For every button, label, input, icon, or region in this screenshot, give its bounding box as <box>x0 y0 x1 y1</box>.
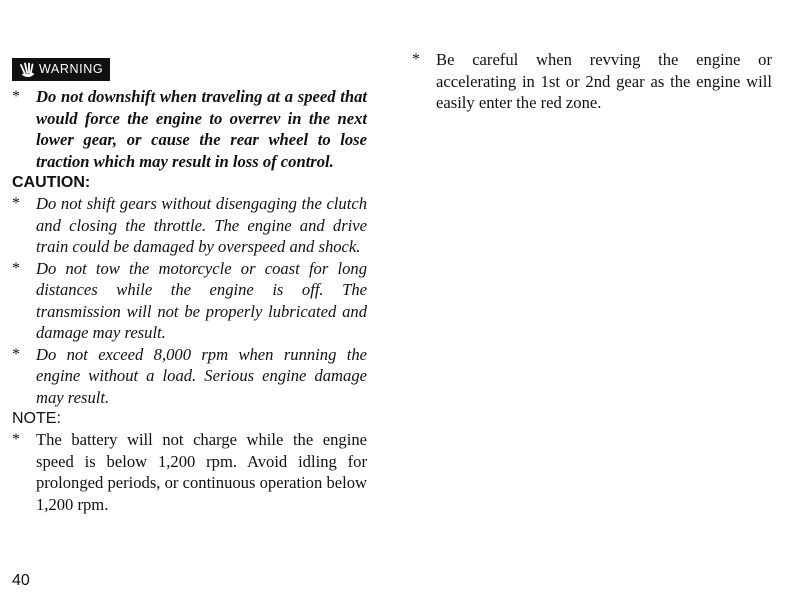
bullet: * <box>412 51 420 68</box>
caution-item-text: Do not shift gears without disengaging the clutch and closing the throttle. The engine and drive train could be damaged by overspeed and shock. <box>36 194 367 256</box>
right-column-item-text: Be careful when revving the engine or accelerating in 1st or 2nd gear as the engine will easily enter the red zone. <box>436 50 772 112</box>
caution-item-text: Do not exceed 8,000 rpm when running the engine without a load. Serious engine damage may result. <box>36 344 367 407</box>
note-item <box>12 429 367 515</box>
left-column <box>12 58 367 515</box>
warning-badge-label: WARNING <box>39 62 104 77</box>
caution-item-text: Do not tow the motorcycle or coast for long distances while the engine is off. The transmission will not be properly lubricated and damage may result. <box>36 258 367 342</box>
bullet: * <box>12 195 20 212</box>
warning-item <box>12 86 367 172</box>
note-heading: NOTE: <box>12 410 61 427</box>
right-column <box>412 49 772 114</box>
right-column-item <box>412 49 772 114</box>
bullet: * <box>12 345 20 363</box>
bullet: * <box>12 88 20 105</box>
page-number: 40 <box>12 572 30 589</box>
warning-badge <box>12 58 110 81</box>
note-item-text: The battery will not charge while the engine speed is below 1,200 rpm. Avoid idling for prolonged periods, or continuous operation below 1,200 rpm. <box>36 430 367 514</box>
caution-item <box>12 344 367 409</box>
warning-item-text: Do not downshift when traveling at a speed that would force the engine to overrev in the next lower gear, or cause the rear wheel to lose traction which may result in loss of control. <box>36 87 367 171</box>
caution-item <box>12 258 367 344</box>
caution-heading: CAUTION: <box>12 174 91 191</box>
hand-warning-icon <box>18 62 38 78</box>
caution-item <box>12 193 367 258</box>
bullet: * <box>12 431 20 448</box>
bullet: * <box>12 259 20 277</box>
